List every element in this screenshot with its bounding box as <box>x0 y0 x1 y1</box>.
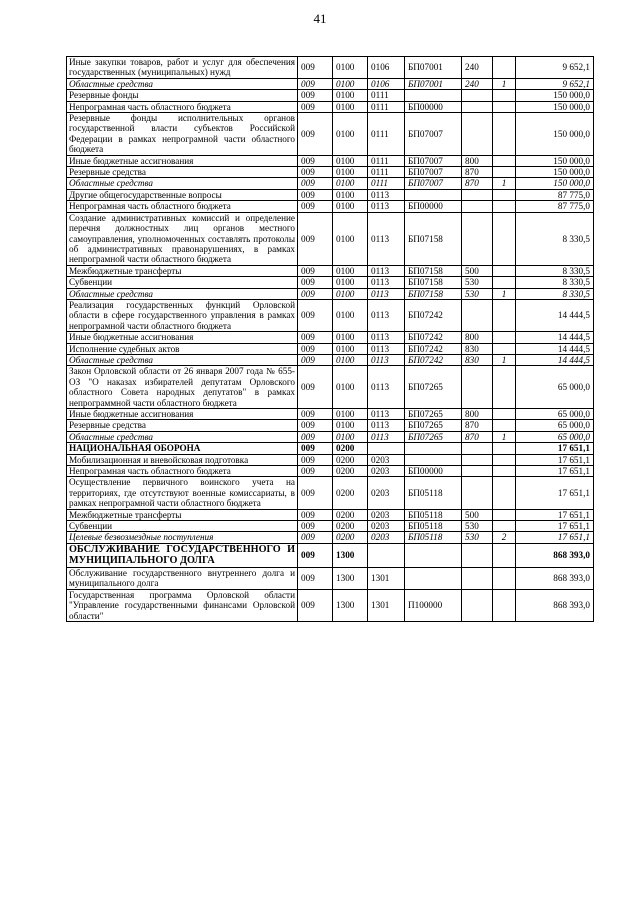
row-amount: 150 000,0 <box>516 113 594 156</box>
row-name: Иные закупки товаров, работ и услуг для обеспечения государственных (муниципальных) нужд <box>67 57 298 79</box>
row-name: Областные средства <box>67 354 298 365</box>
row-target-code: БП00000 <box>405 201 462 212</box>
row-source-code <box>493 420 516 431</box>
row-source-code <box>493 265 516 276</box>
row-amount: 17 651,1 <box>516 477 594 509</box>
table-row <box>67 409 594 420</box>
row-ved-code: 009 <box>298 354 333 365</box>
row-target-code <box>405 443 462 454</box>
row-amount: 150 000,0 <box>516 101 594 112</box>
table-row <box>67 101 594 112</box>
row-amount: 9 652,1 <box>516 57 594 79</box>
row-name: Мобилизационная и вневойсковая подготовка <box>67 454 298 465</box>
row-amount: 65 000,0 <box>516 420 594 431</box>
row-subsection-code: 0203 <box>368 521 405 532</box>
row-ved-code: 009 <box>298 78 333 89</box>
table-row <box>67 57 594 79</box>
row-name: Закон Орловской области от 26 января 2007 года № 655-ОЗ "О наказах избирателей депутатам Орловского областного Совета народных депутатов" в рамках непрограммной части областного бюджета <box>67 366 298 409</box>
row-name: Иные бюджетные ассигнования <box>67 332 298 343</box>
row-target-code: БП07158 <box>405 212 462 265</box>
row-ved-code: 009 <box>298 509 333 520</box>
row-section-code: 0100 <box>333 57 368 79</box>
row-subsection-code: 0111 <box>368 101 405 112</box>
row-section-code: 0200 <box>333 454 368 465</box>
row-source-code <box>493 343 516 354</box>
row-ved-code: 009 <box>298 178 333 189</box>
row-source-code <box>493 466 516 477</box>
row-expense-type-code: 800 <box>462 409 493 420</box>
row-source-code <box>493 366 516 409</box>
row-section-code: 0100 <box>333 288 368 299</box>
row-subsection-code: 0113 <box>368 212 405 265</box>
budget-table <box>66 56 594 622</box>
row-amount: 14 444,5 <box>516 343 594 354</box>
row-section-code: 0100 <box>333 343 368 354</box>
row-subsection-code: 0113 <box>368 409 405 420</box>
table-row <box>67 212 594 265</box>
row-ved-code: 009 <box>298 431 333 442</box>
row-subsection-code: 0113 <box>368 354 405 365</box>
row-source-code <box>493 277 516 288</box>
row-section-code: 0100 <box>333 366 368 409</box>
table-row <box>67 277 594 288</box>
table-row <box>67 589 594 621</box>
row-target-code: БП00000 <box>405 101 462 112</box>
row-section-code: 0100 <box>333 113 368 156</box>
row-source-code <box>493 521 516 532</box>
row-amount: 17 651,1 <box>516 454 594 465</box>
row-source-code <box>493 167 516 178</box>
row-expense-type-code: 530 <box>462 521 493 532</box>
row-name: Межбюджетные трансферты <box>67 265 298 276</box>
row-expense-type-code: 500 <box>462 265 493 276</box>
row-section-code: 0100 <box>333 189 368 200</box>
row-source-code <box>493 543 516 567</box>
table-row <box>67 201 594 212</box>
row-ved-code: 009 <box>298 343 333 354</box>
row-ved-code: 009 <box>298 477 333 509</box>
row-source-code <box>493 113 516 156</box>
row-source-code <box>493 589 516 621</box>
row-expense-type-code: 870 <box>462 167 493 178</box>
table-row <box>67 466 594 477</box>
row-source-code <box>493 155 516 166</box>
row-amount: 8 330,5 <box>516 212 594 265</box>
row-source-code <box>493 332 516 343</box>
row-subsection-code: 0113 <box>368 332 405 343</box>
row-subsection-code: 0111 <box>368 113 405 156</box>
row-subsection-code: 0111 <box>368 90 405 101</box>
row-ved-code: 009 <box>298 420 333 431</box>
row-amount: 9 652,1 <box>516 78 594 89</box>
row-ved-code: 009 <box>298 212 333 265</box>
row-target-code: БП07242 <box>405 354 462 365</box>
row-source-code <box>493 189 516 200</box>
row-target-code: БП07265 <box>405 431 462 442</box>
row-ved-code: 009 <box>298 90 333 101</box>
row-ved-code: 009 <box>298 57 333 79</box>
row-source-code <box>493 509 516 520</box>
row-source-code <box>493 201 516 212</box>
row-target-code <box>405 90 462 101</box>
table-row <box>67 477 594 509</box>
row-subsection-code: 0203 <box>368 466 405 477</box>
row-name: Субвенции <box>67 521 298 532</box>
row-ved-code: 009 <box>298 299 333 331</box>
row-source-code: 2 <box>493 532 516 543</box>
row-name: Резервные фонды <box>67 90 298 101</box>
row-section-code: 1300 <box>333 567 368 589</box>
row-source-code <box>493 299 516 331</box>
row-amount: 14 444,5 <box>516 299 594 331</box>
row-expense-type-code: 800 <box>462 332 493 343</box>
row-section-code: 0100 <box>333 265 368 276</box>
row-expense-type-code: 870 <box>462 431 493 442</box>
row-expense-type-code <box>462 466 493 477</box>
row-expense-type-code <box>462 189 493 200</box>
row-expense-type-code <box>462 477 493 509</box>
row-expense-type-code <box>462 443 493 454</box>
row-source-code: 1 <box>493 288 516 299</box>
row-amount: 17 651,1 <box>516 521 594 532</box>
row-expense-type-code: 530 <box>462 532 493 543</box>
row-section-code: 0200 <box>333 477 368 509</box>
table-row <box>67 155 594 166</box>
row-subsection-code: 0111 <box>368 155 405 166</box>
row-expense-type-code <box>462 212 493 265</box>
row-target-code: БП07007 <box>405 178 462 189</box>
row-amount: 150 000,0 <box>516 90 594 101</box>
row-amount: 14 444,5 <box>516 354 594 365</box>
row-name: Обслуживание государственного внутреннего долга и муниципального долга <box>67 567 298 589</box>
row-ved-code: 009 <box>298 332 333 343</box>
row-expense-type-code <box>462 454 493 465</box>
table-row <box>67 343 594 354</box>
row-name: Непрограмная часть областного бюджета <box>67 201 298 212</box>
row-target-code: БП07158 <box>405 288 462 299</box>
row-target-code: БП07007 <box>405 113 462 156</box>
row-section-code: 0100 <box>333 277 368 288</box>
row-section-code: 0200 <box>333 532 368 543</box>
row-amount: 8 330,5 <box>516 265 594 276</box>
table-row <box>67 167 594 178</box>
row-subsection-code: 0113 <box>368 201 405 212</box>
row-target-code: БП07265 <box>405 420 462 431</box>
row-amount: 868 393,0 <box>516 589 594 621</box>
row-target-code: П100000 <box>405 589 462 621</box>
row-target-code: БП07001 <box>405 78 462 89</box>
row-target-code: БП07242 <box>405 332 462 343</box>
row-name: Иные бюджетные ассигнования <box>67 409 298 420</box>
row-expense-type-code: 830 <box>462 354 493 365</box>
row-section-code: 0100 <box>333 167 368 178</box>
row-ved-code: 009 <box>298 288 333 299</box>
row-target-code: БП07007 <box>405 167 462 178</box>
row-source-code <box>493 57 516 79</box>
row-subsection-code: 0203 <box>368 477 405 509</box>
row-target-code: БП00000 <box>405 466 462 477</box>
row-expense-type-code: 530 <box>462 288 493 299</box>
row-ved-code: 009 <box>298 567 333 589</box>
row-ved-code: 009 <box>298 543 333 567</box>
table-row <box>67 366 594 409</box>
row-ved-code: 009 <box>298 265 333 276</box>
row-section-code: 0200 <box>333 443 368 454</box>
row-amount: 868 393,0 <box>516 543 594 567</box>
row-ved-code: 009 <box>298 521 333 532</box>
row-ved-code: 009 <box>298 443 333 454</box>
row-target-code <box>405 543 462 567</box>
row-subsection-code: 1301 <box>368 589 405 621</box>
table-row <box>67 265 594 276</box>
row-name: Резервные средства <box>67 420 298 431</box>
row-section-code: 0100 <box>333 201 368 212</box>
row-subsection-code: 0106 <box>368 78 405 89</box>
row-subsection-code: 0113 <box>368 366 405 409</box>
row-ved-code: 009 <box>298 201 333 212</box>
row-expense-type-code <box>462 90 493 101</box>
row-name: Создание административных комиссий и определение перечня должностных лиц органов местного самоуправления, уполномоченных составлять протоколы об административных правонарушениях, в рамках непрограмной части областного бюджета <box>67 212 298 265</box>
row-name: НАЦИОНАЛЬНАЯ ОБОРОНА <box>67 443 298 454</box>
row-source-code: 1 <box>493 354 516 365</box>
row-target-code: БП07265 <box>405 409 462 420</box>
row-target-code: БП05118 <box>405 521 462 532</box>
row-section-code: 1300 <box>333 543 368 567</box>
row-ved-code: 009 <box>298 366 333 409</box>
row-source-code <box>493 409 516 420</box>
row-subsection-code: 0113 <box>368 288 405 299</box>
table-row <box>67 354 594 365</box>
row-name: ОБСЛУЖИВАНИЕ ГОСУДАРСТВЕННОГО И МУНИЦИПАЛЬНОГО ДОЛГА <box>67 543 298 567</box>
row-ved-code: 009 <box>298 113 333 156</box>
row-section-code: 0100 <box>333 354 368 365</box>
row-target-code: БП07007 <box>405 155 462 166</box>
row-section-code: 0200 <box>333 521 368 532</box>
row-ved-code: 009 <box>298 409 333 420</box>
table-row <box>67 113 594 156</box>
row-section-code: 0100 <box>333 155 368 166</box>
row-name: Областные средства <box>67 78 298 89</box>
row-name: Иные бюджетные ассигнования <box>67 155 298 166</box>
row-section-code: 0100 <box>333 90 368 101</box>
row-target-code: БП07242 <box>405 343 462 354</box>
row-subsection-code: 0113 <box>368 265 405 276</box>
row-subsection-code: 0203 <box>368 532 405 543</box>
row-expense-type-code: 870 <box>462 178 493 189</box>
row-section-code: 0100 <box>333 409 368 420</box>
row-section-code: 0200 <box>333 466 368 477</box>
row-target-code <box>405 189 462 200</box>
row-source-code: 1 <box>493 78 516 89</box>
row-name: Исполнение судебных актов <box>67 343 298 354</box>
row-source-code: 1 <box>493 178 516 189</box>
row-expense-type-code: 240 <box>462 57 493 79</box>
row-expense-type-code <box>462 101 493 112</box>
row-name: Областные средства <box>67 288 298 299</box>
row-amount: 8 330,5 <box>516 277 594 288</box>
row-name: Областные средства <box>67 178 298 189</box>
row-target-code: БП07265 <box>405 366 462 409</box>
row-expense-type-code <box>462 366 493 409</box>
row-target-code: БП07158 <box>405 265 462 276</box>
table-row <box>67 521 594 532</box>
row-subsection-code: 0113 <box>368 420 405 431</box>
row-name: Непрограмная часть областного бюджета <box>67 466 298 477</box>
row-source-code: 1 <box>493 431 516 442</box>
row-section-code: 0100 <box>333 178 368 189</box>
row-section-code: 1300 <box>333 589 368 621</box>
row-name: Межбюджетные трансферты <box>67 509 298 520</box>
row-source-code <box>493 443 516 454</box>
table-row <box>67 420 594 431</box>
row-amount: 65 000,0 <box>516 409 594 420</box>
row-source-code <box>493 477 516 509</box>
row-expense-type-code <box>462 567 493 589</box>
row-ved-code: 009 <box>298 589 333 621</box>
table-row <box>67 543 594 567</box>
table-row <box>67 178 594 189</box>
row-target-code: БП05118 <box>405 532 462 543</box>
row-ved-code: 009 <box>298 155 333 166</box>
row-amount: 868 393,0 <box>516 567 594 589</box>
row-expense-type-code: 530 <box>462 277 493 288</box>
row-ved-code: 009 <box>298 189 333 200</box>
row-expense-type-code <box>462 113 493 156</box>
row-subsection-code: 0106 <box>368 57 405 79</box>
row-subsection-code <box>368 443 405 454</box>
row-target-code <box>405 454 462 465</box>
row-name: Субвенции <box>67 277 298 288</box>
row-expense-type-code <box>462 201 493 212</box>
row-ved-code: 009 <box>298 454 333 465</box>
row-amount: 17 651,1 <box>516 509 594 520</box>
row-subsection-code: 0113 <box>368 277 405 288</box>
row-amount: 150 000,0 <box>516 155 594 166</box>
row-subsection-code: 0113 <box>368 343 405 354</box>
row-target-code: БП07001 <box>405 57 462 79</box>
row-section-code: 0100 <box>333 420 368 431</box>
table-row <box>67 532 594 543</box>
row-amount: 17 651,1 <box>516 532 594 543</box>
table-row <box>67 567 594 589</box>
row-amount: 87 775,0 <box>516 189 594 200</box>
table-row <box>67 189 594 200</box>
row-source-code <box>493 90 516 101</box>
row-amount: 65 000,0 <box>516 431 594 442</box>
row-amount: 65 000,0 <box>516 366 594 409</box>
row-ved-code: 009 <box>298 101 333 112</box>
row-amount: 17 651,1 <box>516 466 594 477</box>
row-amount: 150 000,0 <box>516 178 594 189</box>
row-target-code: БП05118 <box>405 509 462 520</box>
table-row <box>67 288 594 299</box>
row-subsection-code: 1301 <box>368 567 405 589</box>
row-section-code: 0100 <box>333 101 368 112</box>
row-name: Областные средства <box>67 431 298 442</box>
row-name: Государственная программа Орловской области "Управление государственными финансами Орловской области" <box>67 589 298 621</box>
row-source-code <box>493 567 516 589</box>
row-expense-type-code: 830 <box>462 343 493 354</box>
row-section-code: 0100 <box>333 431 368 442</box>
row-subsection-code: 0203 <box>368 509 405 520</box>
table-row <box>67 443 594 454</box>
row-expense-type-code: 800 <box>462 155 493 166</box>
row-name: Непрограмная часть областного бюджета <box>67 101 298 112</box>
row-section-code: 0100 <box>333 78 368 89</box>
row-name: Резервные средства <box>67 167 298 178</box>
row-name: Другие общегосударственные вопросы <box>67 189 298 200</box>
row-name: Осуществление первичного воинского учета на территориях, где отсутствуют военные комиссариаты, в рамках непрограмной части областного бюджета <box>67 477 298 509</box>
row-target-code <box>405 567 462 589</box>
row-expense-type-code <box>462 299 493 331</box>
table-row <box>67 299 594 331</box>
page-number: 41 <box>313 11 327 26</box>
row-target-code: БП05118 <box>405 477 462 509</box>
row-amount: 8 330,5 <box>516 288 594 299</box>
table-row <box>67 332 594 343</box>
row-subsection-code <box>368 543 405 567</box>
row-expense-type-code <box>462 543 493 567</box>
row-expense-type-code: 870 <box>462 420 493 431</box>
row-source-code <box>493 212 516 265</box>
table-row <box>67 78 594 89</box>
row-amount: 87 775,0 <box>516 201 594 212</box>
table-row <box>67 431 594 442</box>
row-subsection-code: 0113 <box>368 299 405 331</box>
table-row <box>67 454 594 465</box>
row-amount: 17 651,1 <box>516 443 594 454</box>
row-amount: 14 444,5 <box>516 332 594 343</box>
row-ved-code: 009 <box>298 277 333 288</box>
row-subsection-code: 0113 <box>368 189 405 200</box>
row-section-code: 0100 <box>333 299 368 331</box>
table-row <box>67 509 594 520</box>
row-source-code <box>493 101 516 112</box>
row-expense-type-code <box>462 589 493 621</box>
table-row <box>67 90 594 101</box>
row-section-code: 0100 <box>333 332 368 343</box>
row-expense-type-code: 240 <box>462 78 493 89</box>
row-target-code: БП07242 <box>405 299 462 331</box>
row-amount: 150 000,0 <box>516 167 594 178</box>
row-ved-code: 009 <box>298 532 333 543</box>
row-subsection-code: 0113 <box>368 431 405 442</box>
row-target-code: БП07158 <box>405 277 462 288</box>
row-name: Резервные фонды исполнительных органов государственной власти субъектов Российской Федерации в рамках непрограмной части областного бюджета <box>67 113 298 156</box>
row-expense-type-code: 500 <box>462 509 493 520</box>
row-ved-code: 009 <box>298 167 333 178</box>
row-section-code: 0100 <box>333 212 368 265</box>
row-subsection-code: 0111 <box>368 178 405 189</box>
row-section-code: 0200 <box>333 509 368 520</box>
row-source-code <box>493 454 516 465</box>
row-subsection-code: 0203 <box>368 454 405 465</box>
row-subsection-code: 0111 <box>368 167 405 178</box>
row-ved-code: 009 <box>298 466 333 477</box>
row-name: Целевые безвозмездные поступления <box>67 532 298 543</box>
row-name: Реализация государственных функций Орловской области в сфере государственного управления в рамках непрограмной части областного бюджета <box>67 299 298 331</box>
